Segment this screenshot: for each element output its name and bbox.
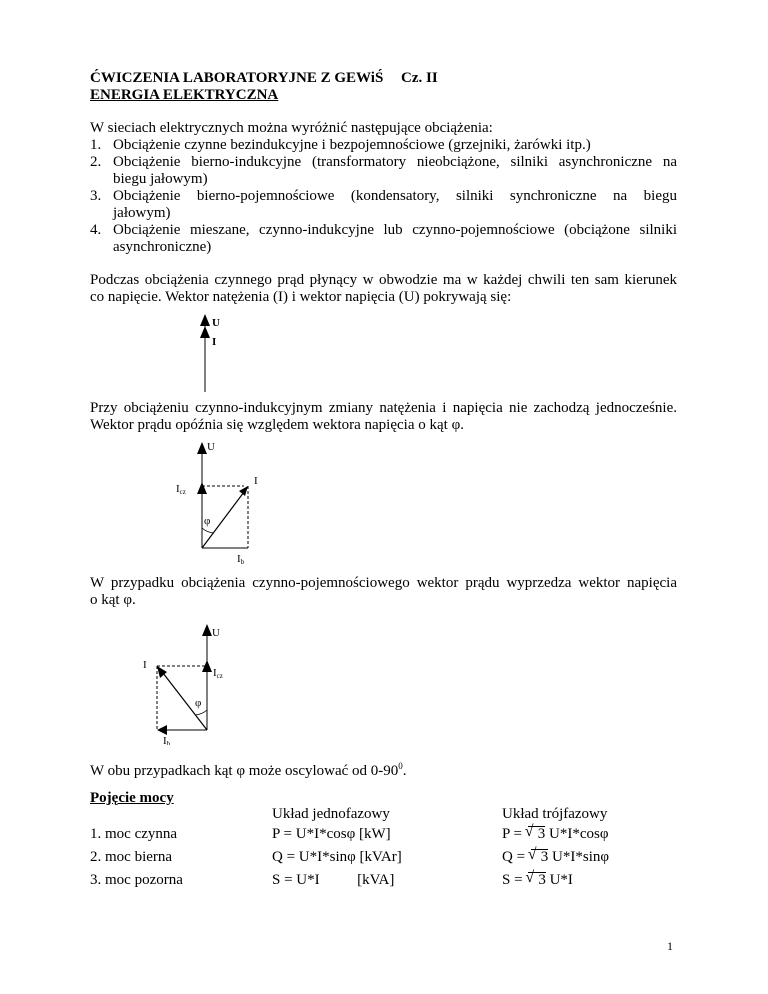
label-icz: Icz bbox=[176, 483, 186, 496]
power-single: P = U*I*cosφ [kW] bbox=[272, 826, 391, 842]
label-phi: φ bbox=[195, 697, 202, 709]
label-i: I bbox=[143, 659, 147, 671]
angle-note-end: . bbox=[402, 763, 407, 779]
title-text: ĆWICZENIA LABORATORYJNE Z GEWiŚ bbox=[90, 70, 384, 86]
angle-note bbox=[90, 758, 407, 780]
list-num: 2. bbox=[90, 154, 102, 170]
col-single-phase: Układ jednofazowy bbox=[272, 806, 390, 822]
u-arrowhead bbox=[197, 442, 207, 454]
label-i: I bbox=[212, 336, 217, 348]
list-item-text: Obciążenie bierno-pojemnościowe (kondensatory, silniki synchroniczne na biegu bbox=[113, 188, 677, 204]
list-item-text-cont: jałowym) bbox=[113, 205, 171, 221]
phi-arc bbox=[195, 710, 207, 715]
phi-arc bbox=[202, 528, 214, 533]
power-name: 1. moc czynna bbox=[90, 826, 178, 842]
para-active-line2: co napięcie. Wektor natężenia (I) i wektor napięcia (U) pokrywają się: bbox=[90, 289, 512, 305]
u-arrowhead bbox=[200, 314, 210, 326]
document-subtitle: ENERGIA ELEKTRYCZNA bbox=[90, 87, 279, 103]
power-three: S = √ 3 U*I bbox=[502, 872, 573, 889]
para-capacitive-line2: o kąt φ. bbox=[90, 592, 136, 608]
power-heading: Pojęcie mocy bbox=[90, 790, 174, 806]
para-capacitive-line1: W przypadku obciążenia czynno-pojemnościowego wektor prądu wyprzedza wektor napięcia bbox=[90, 575, 677, 591]
power-name: 2. moc bierna bbox=[90, 849, 173, 865]
label-u: U bbox=[212, 627, 220, 639]
col-three-phase: Układ trójfazowy bbox=[502, 806, 608, 822]
ib-arrowhead bbox=[157, 725, 167, 735]
power-single: Q = U*I*sinφ [kVAr] bbox=[272, 849, 402, 865]
list-num: 1. bbox=[90, 137, 102, 153]
icz-arrowhead bbox=[197, 482, 207, 494]
list-item-text: Obciążenie czynne bezindukcyjne i bezpojemnościowe (grzejniki, żarówki itp.) bbox=[113, 137, 591, 153]
figure-inductive-vectors bbox=[170, 438, 280, 570]
para-inductive-line2: Wektor prądu opóźnia się względem wektora napięcia o kąt φ. bbox=[90, 417, 464, 433]
label-u: U bbox=[212, 317, 220, 329]
document-title bbox=[90, 70, 438, 87]
label-phi: φ bbox=[204, 515, 211, 527]
list-item-text-cont: asynchroniczne) bbox=[113, 239, 212, 255]
angle-note-text: W obu przypadkach kąt φ może oscylować od 0-90 bbox=[90, 763, 399, 779]
figure-in-phase-vectors bbox=[190, 312, 250, 392]
para-inductive-line1: Przy obciążeniu czynno-indukcyjnym zmiany natężenia i napięcia nie zachodzą jednocześnie. bbox=[90, 400, 677, 416]
power-single: S = U*I [kVA] bbox=[272, 872, 395, 888]
list-item-text: Obciążenie mieszane, czynno-indukcyjne lub czynno-pojemnościowe (obciążone silniki bbox=[113, 222, 677, 238]
i-arrowhead bbox=[200, 326, 210, 338]
power-three: Q = √ 3 U*I*sinφ bbox=[502, 849, 609, 866]
power-name: 3. moc pozorna bbox=[90, 872, 183, 888]
list-item-text-cont: biegu jałowym) bbox=[113, 171, 208, 187]
label-ib: Ib bbox=[163, 735, 171, 745]
intro-text: W sieciach elektrycznych można wyróżnić następujące obciążenia: bbox=[90, 120, 493, 136]
page-number: 1 bbox=[667, 939, 673, 953]
list-item-text: Obciążenie bierno-indukcyjne (transformatory nieobciążone, silniki asynchroniczne na bbox=[113, 154, 677, 170]
figure-capacitive-vectors bbox=[135, 620, 245, 745]
label-u: U bbox=[207, 441, 215, 453]
list-num: 4. bbox=[90, 222, 102, 238]
u-arrowhead bbox=[202, 624, 212, 636]
para-active-line1: Podczas obciążenia czynnego prąd płynący w obwodzie ma w każdej chwili ten sam kierunek bbox=[90, 272, 677, 288]
list-num: 3. bbox=[90, 188, 102, 204]
label-icz: Icz bbox=[213, 667, 223, 680]
degree-sup: 0 bbox=[398, 761, 403, 771]
power-three: P = √ 3 U*I*cosφ bbox=[502, 826, 608, 843]
label-i: I bbox=[254, 475, 258, 487]
label-ib: Ib bbox=[237, 553, 245, 566]
i-arrowhead bbox=[239, 486, 248, 496]
part-label: Cz. II bbox=[401, 70, 438, 86]
